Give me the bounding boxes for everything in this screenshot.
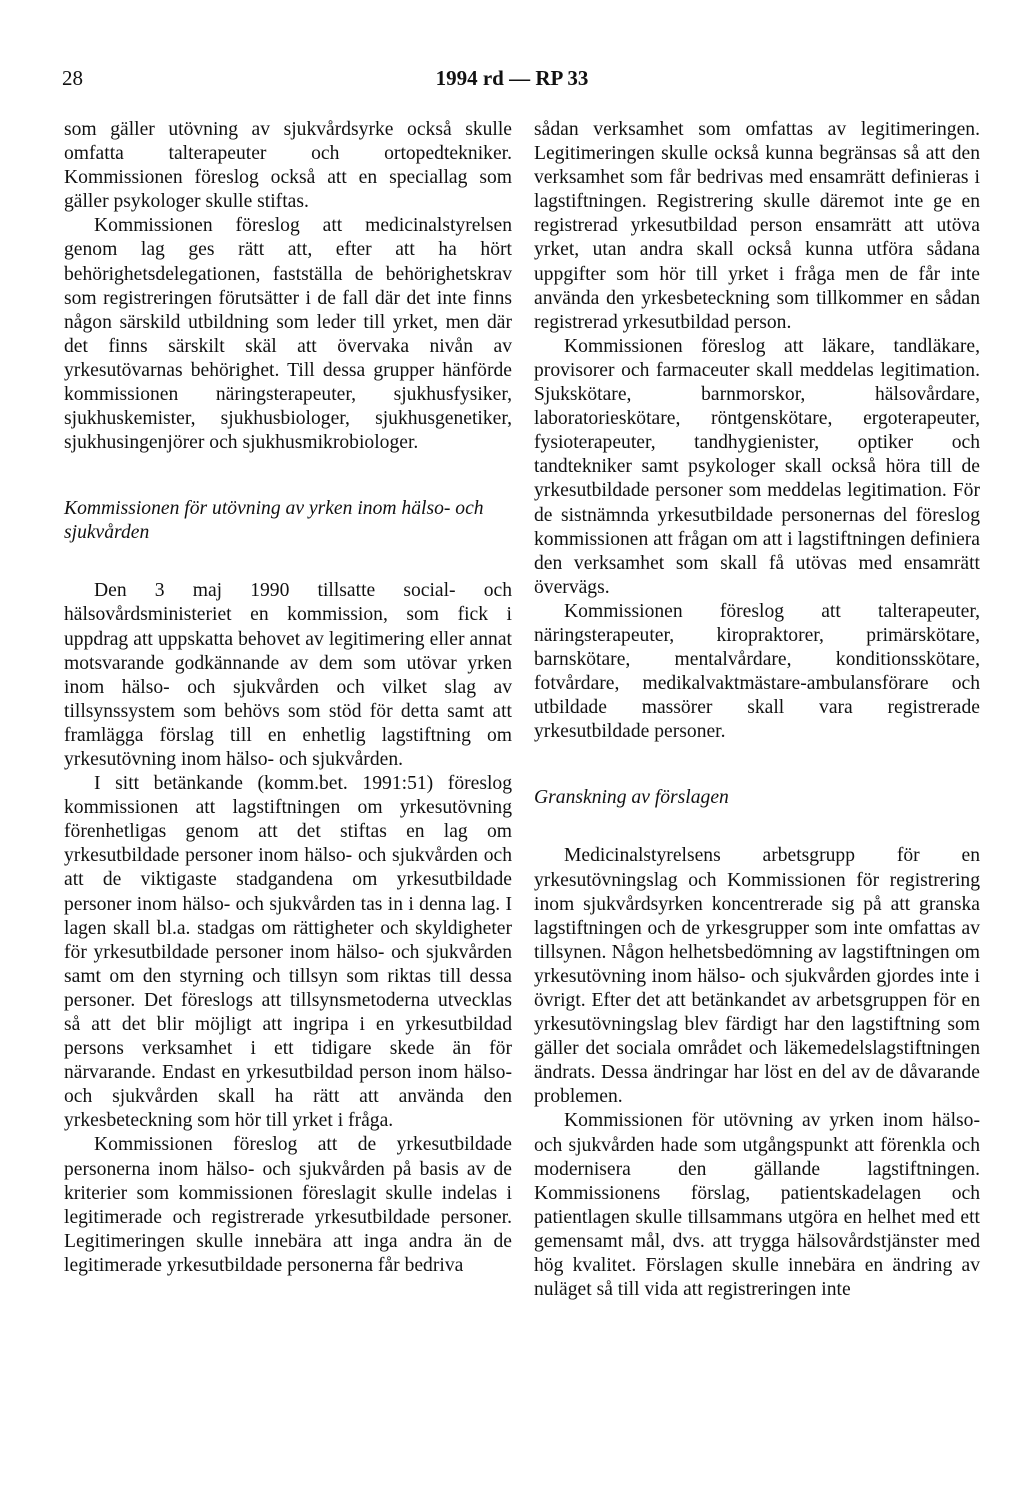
paragraph: Medicinalstyrelsens arbetsgrupp för en yrkesutövningslag och Kommissionen för registrering inom sjukvårdsyrken koncentrerade sig på att granska lagstiftningen och de yrkesgrupper som inte omfattas av tillsynen. Någon helhetsbedömning av lagstiftningen om yrkesutövning inom hälso- och sjukvården gjordes inte i övrigt. Efter det att betänkandet av arbetsgruppen för en yrkesutövningslag blev färdigt har den lagstiftning som gäller det sociala området och läkemedelslagstiftningen ändrats. Dessa ändringar har löst en del av de dåvarande problemen. [534,845,980,1108]
page-number: 28 [62,66,83,90]
paragraph: Den 3 maj 1990 tillsatte social- och hälsovårdsministeriet en kommission, som fick i uppdrag att uppskatta behovet av legitimering eller annat motsvarande godkännande av dem som utövar yrken inom hälso- och sjukvården och vilket slag av tillsynssystem som behövs som stöd för detta samt att framlägga förslag till en enhetlig lagstiftning om yrkesutövning inom hälso- och sjukvården. [64,580,512,770]
section-heading: Kommissionen för utövning av yrken inom hälso- och sjukvården [64,498,484,544]
paragraph: sådan verksamhet som omfattas av legitimeringen. Legitimeringen skulle också kunna begränsas så att den verksamhet som får bedrivas med ensamrätt definieras i lagstiftningen. Registrering skulle däremot inte ge en registrerad yrkesutbildad person ensamrätt att utöva yrket, utan andra skall också kunna utföra sådana uppgifter som hör till yrket i fråga men de får inte använda den yrkesbeteckning som tillkommer en sådan registrerad yrkesutbildad person. [534,119,980,333]
paragraph: I sitt betänkande (komm.bet. 1991:51) föreslog kommissionen att lagstiftningen om yrkesutövning förenhetligas genom att det stiftas en lag om yrkesutbildade personer inom hälso- och sjukvården och att de viktigaste stadgandena om yrkesutbildade personer inom hälso- och sjukvården tas in i denna lag. I lagen skall bl.a. stadgas om rättigheter och skyldigheter för yrkesutbildade personer inom hälso- och sjukvården samt om den styrning och tillsyn som riktas till dessa personer. Det föreslogs att tillsynsmetoderna utvecklas så att det blir möjligt att ingripa i en yrkesutbildad persons verksamhet i ett tidigare skede än för närvarande. Endast en yrkesutbildad person inom hälso- och sjukvården skall ha rätt att använda den yrkesbeteckning som hör till yrket i fråga. [64,773,512,1132]
paragraph: Kommissionen föreslog att medicinalstyrelsen genom lag ges rätt att, efter att ha hört behörighetsdelegationen, fastställa de behörighetskrav som registreringen förutsätter i de fall där det inte finns någon särskild utbildning som leder till yrket, men där det finns särskilt skäl att övervaka nivån av yrkesutövarnas behörighet. Till dessa grupper hänförde kommissionen näringsterapeuter, sjukhusfysiker, sjukhuskemister, sjukhusbiologer, sjukhusgenetiker, sjukhusingenjörer och sjukhusmikrobiologer. [64,215,512,454]
paragraph: som gäller utövning av sjukvårdsyrke också skulle omfatta talterapeuter och ortopedtekniker. Kommissionen föreslog också att en speciallag som gäller psykologer skulle stiftas. [64,119,512,213]
running-title: 1994 rd — RP 33 [435,66,589,90]
page-header [0,64,1024,94]
paragraph: Kommissionen för utövning av yrken inom hälso- och sjukvården hade som utgångspunkt att förenkla och modernisera den gällande lagstiftningen. Kommissionens förslag, patientskadelagen och patientlagen skulle tillsammans utgöra en helhet med ett gemensamt mål, dvs. att trygga hälsovårdstjänster med hög kvalitet. Förslagen skulle innebära en ändring av nuläget så till vida att registreringen inte [534,1110,980,1301]
right-column [534,118,980,1302]
left-column [64,118,512,1278]
section-heading: Granskning av förslagen [534,787,729,809]
paragraph: Kommissionen föreslog att talterapeuter, näringsterapeuter, kiropraktorer, primärskötare, barnskötare, mentalvårdare, konditionsskötare, fotvårdare, medikalvaktmästare-ambulansförare och utbildade massörer skall vara registrerade yrkesutbildade personer. [534,600,980,743]
paragraph: Kommissionen föreslog att läkare, tandläkare, provisorer och farmaceuter skall meddelas legitimation. Sjukskötare, barnmorskor, hälsovårdare, laboratorieskötare, röntgenskötare, ergoterapeuter, fysioterapeuter, tandhygienister, optiker och tandtekniker samt psykologer skall också höra till de yrkesutbildade personer som meddelas legitimation. För de sistnämnda yrkesutbildade personernas del föreslog kommissionen att frågan om att i lagstiftningen definiera den verksamhet som skall få utövas med ensamrätt övervägs. [534,335,980,598]
paragraph: Kommissionen föreslog att de yrkesutbildade personerna inom hälso- och sjukvården på basis av de kriterier som kommissionen föreslagit skulle indelas i legitimerade och registrerade yrkesutbildade personer. Legitimeringen skulle innebära att inga andra än de legitimerade yrkesutbildade personerna får bedriva [64,1134,512,1276]
